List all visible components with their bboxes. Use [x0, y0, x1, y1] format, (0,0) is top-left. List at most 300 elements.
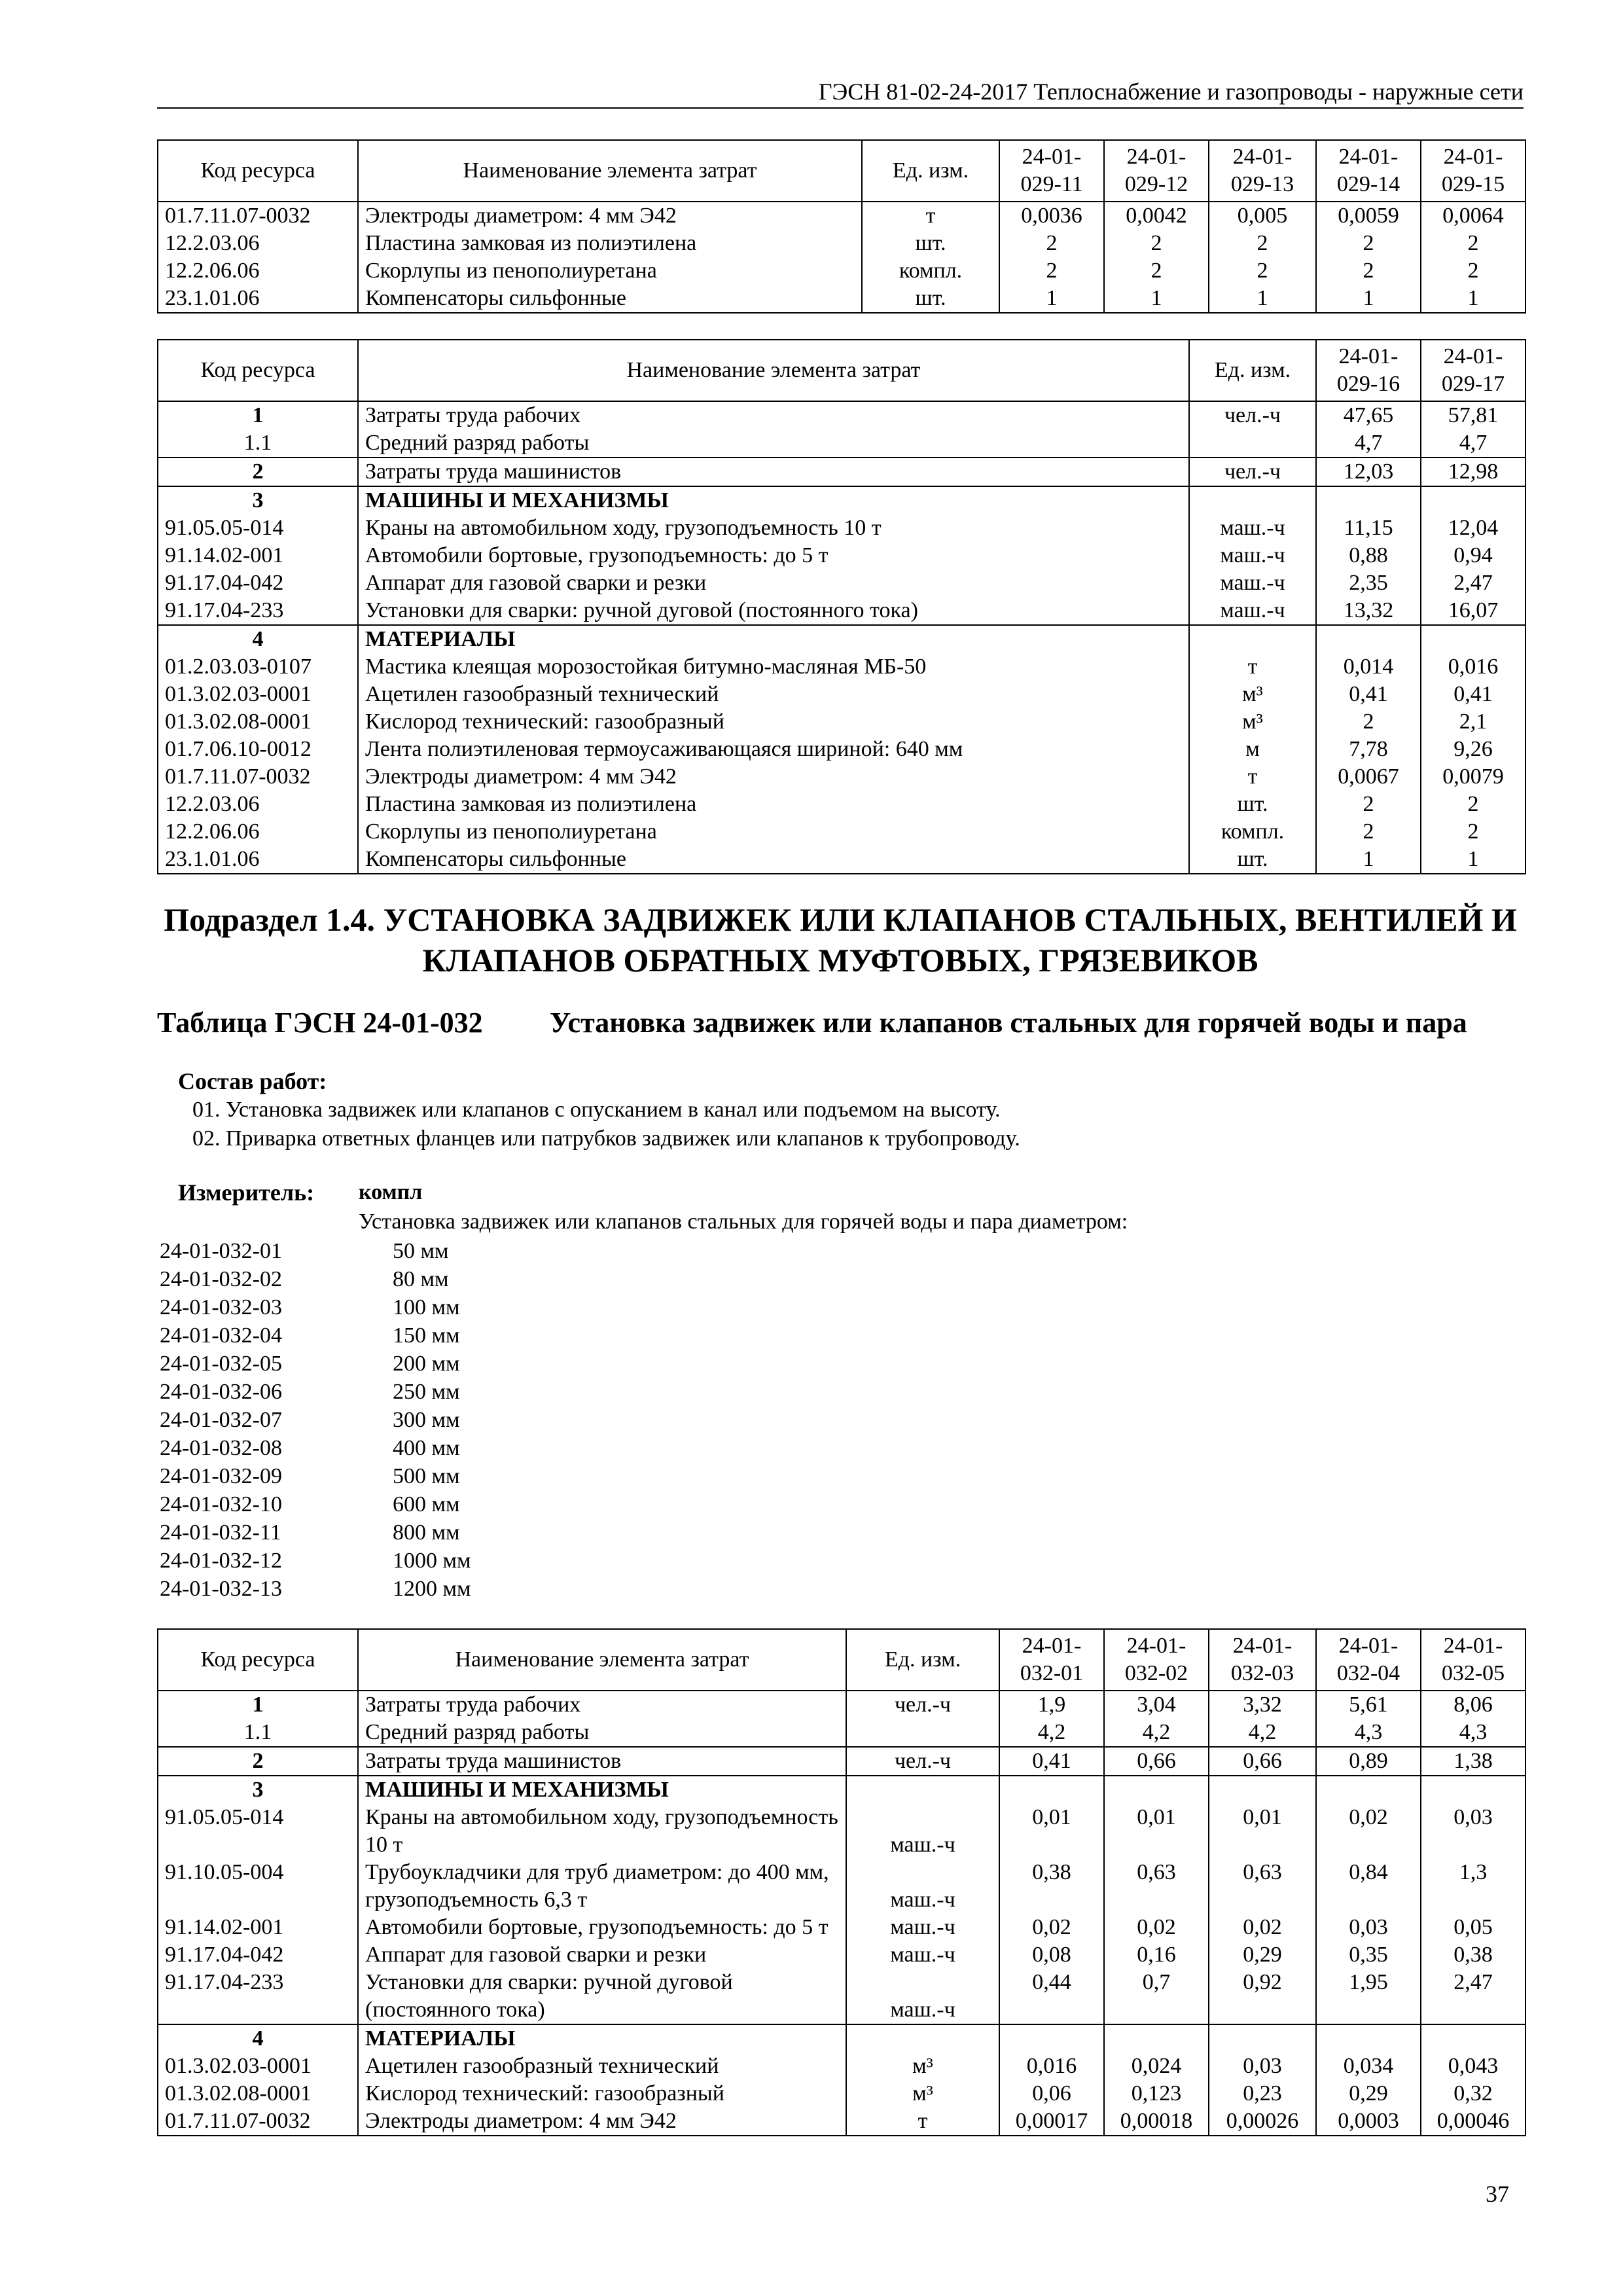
table-row — [158, 401, 1525, 429]
resource-code-cell: 23.1.01.06 — [158, 285, 358, 313]
unit-cell — [846, 1719, 999, 1747]
value-cell: 13,32 — [1316, 597, 1421, 625]
meter-value: компл — [359, 1180, 423, 1204]
table-row — [158, 1719, 1525, 1747]
rate-code: 24-01-032-05 — [160, 1352, 282, 1376]
value-cell: 0,89 — [1316, 1747, 1421, 1776]
value-cell — [1421, 625, 1525, 653]
value-cell: 2,47 — [1421, 569, 1525, 597]
rate-diameter: 800 мм — [393, 1520, 460, 1545]
resource-code-cell: 91.17.04-233 — [158, 597, 358, 625]
table-row — [158, 818, 1525, 846]
value-cell: 1,95 — [1316, 1969, 1421, 2024]
resource-table-032-01-05 — [157, 1628, 1526, 2136]
unit-cell: шт. — [862, 285, 999, 313]
value-cell: 4,7 — [1316, 429, 1421, 457]
table-title — [157, 1005, 1524, 1041]
value-cell: 2 — [1104, 230, 1209, 257]
resource-name-cell: МАТЕРИАЛЫ — [358, 625, 1189, 653]
resource-name-cell: Кислород технический: газообразный — [358, 708, 1189, 736]
unit-cell: м — [1189, 736, 1316, 763]
resource-table-029-16-17 — [157, 339, 1526, 874]
rate-code: 24-01-032-10 — [160, 1492, 282, 1516]
rate-code: 24-01-032-03 — [160, 1295, 282, 1319]
unit-cell: маш.-ч — [1189, 597, 1316, 625]
value-cell: 0,16 — [1104, 1941, 1209, 1969]
value-cell — [1104, 1776, 1209, 1804]
value-cell: 1 — [1316, 846, 1421, 874]
resource-code-cell: 91.17.04-042 — [158, 1941, 358, 1969]
rate-list-item — [160, 1406, 460, 1434]
resource-name-cell: Мастика клеящая морозостойкая битумно-масляная МБ-50 — [358, 653, 1189, 681]
resource-code-cell: 1.1 — [158, 429, 358, 457]
table-row — [158, 708, 1525, 736]
value-cell: 0,29 — [1209, 1941, 1316, 1969]
value-cell: 0,0064 — [1421, 202, 1525, 230]
value-cell: 0,29 — [1316, 2080, 1421, 2108]
value-cell: 0,0067 — [1316, 763, 1421, 791]
col-header-rate: 24-01-029-16 — [1316, 340, 1421, 401]
resource-code-cell: 01.7.11.07-0032 — [158, 763, 358, 791]
rate-diameter: 1200 мм — [393, 1577, 471, 1601]
resource-name-cell: Скорлупы из пенополиуретана — [358, 818, 1189, 846]
resource-code-cell: 01.7.11.07-0032 — [158, 202, 358, 230]
resource-name-cell: Установки для сварки: ручной дуговой (постоянного тока) — [358, 597, 1189, 625]
col-header-name: Наименование элемента затрат — [358, 1629, 846, 1691]
table-row — [158, 1776, 1525, 1804]
value-cell: 0,41 — [1316, 681, 1421, 708]
unit-cell: шт. — [862, 230, 999, 257]
value-cell: 4,2 — [1209, 1719, 1316, 1747]
resource-name-cell: Затраты труда рабочих — [358, 401, 1189, 429]
rate-list-item — [160, 1462, 460, 1490]
subsection-heading — [157, 899, 1524, 980]
value-cell: 0,03 — [1421, 1804, 1525, 1859]
value-cell: 0,0042 — [1104, 202, 1209, 230]
value-cell: 0,034 — [1316, 2053, 1421, 2080]
value-cell — [1421, 486, 1525, 514]
col-header-rate: 24-01-029-12 — [1104, 140, 1209, 202]
value-cell — [1316, 2024, 1421, 2053]
resource-code-cell: 91.17.04-233 — [158, 1969, 358, 2024]
rate-list-item — [160, 1434, 460, 1462]
rate-diameter: 80 мм — [393, 1267, 449, 1291]
value-cell: 0,016 — [999, 2053, 1104, 2080]
resource-code-cell: 01.2.03.03-0107 — [158, 653, 358, 681]
value-cell: 0,63 — [1209, 1859, 1316, 1914]
meter-label: Измеритель: — [178, 1179, 315, 1206]
table-row — [158, 736, 1525, 763]
value-cell: 4,2 — [999, 1719, 1104, 1747]
unit-cell: т — [1189, 763, 1316, 791]
value-cell: 0,41 — [1421, 681, 1525, 708]
value-cell: 0,02 — [999, 1914, 1104, 1941]
rate-diameter: 300 мм — [393, 1408, 460, 1432]
unit-cell: маш.-ч — [1189, 569, 1316, 597]
resource-code-cell: 1 — [158, 401, 358, 429]
value-cell: 3,04 — [1104, 1691, 1209, 1719]
value-cell: 0,41 — [999, 1747, 1104, 1776]
unit-cell: м³ — [1189, 681, 1316, 708]
subsection-line-1: Подраздел 1.4. УСТАНОВКА ЗАДВИЖЕК ИЛИ КЛАПАНОВ СТАЛЬНЫХ, ВЕНТИЛЕЙ И — [164, 901, 1517, 938]
resource-code-cell: 01.7.11.07-0032 — [158, 2108, 358, 2136]
value-cell: 1 — [1316, 285, 1421, 313]
value-cell: 1,3 — [1421, 1859, 1525, 1914]
rate-diameter: 500 мм — [393, 1464, 460, 1488]
resource-name-cell: Пластина замковая из полиэтилена — [358, 791, 1189, 818]
value-cell: 0,024 — [1104, 2053, 1209, 2080]
col-header-rate: 24-01-032-01 — [999, 1629, 1104, 1691]
table-row — [158, 625, 1525, 653]
resource-code-cell: 91.10.05-004 — [158, 1859, 358, 1914]
value-cell: 0,32 — [1421, 2080, 1525, 2108]
value-cell: 0,66 — [1209, 1747, 1316, 1776]
value-cell: 2 — [1104, 257, 1209, 285]
resource-code-cell: 01.3.02.08-0001 — [158, 2080, 358, 2108]
table-row — [158, 429, 1525, 457]
resource-name-cell: Компенсаторы сильфонные — [358, 846, 1189, 874]
resource-name-cell: Электроды диаметром: 4 мм Э42 — [358, 202, 862, 230]
rate-list-item — [160, 1575, 471, 1603]
value-cell: 1 — [999, 285, 1104, 313]
resource-name-cell: Установки для сварки: ручной дуговой (постоянного тока) — [358, 1969, 846, 2024]
table-row — [158, 486, 1525, 514]
value-cell — [1209, 1776, 1316, 1804]
table-row — [158, 1914, 1525, 1941]
value-cell: 5,61 — [1316, 1691, 1421, 1719]
resource-name-cell: Электроды диаметром: 4 мм Э42 — [358, 763, 1189, 791]
rate-code: 24-01-032-09 — [160, 1464, 282, 1488]
table-row — [158, 202, 1525, 230]
resource-name-cell: Лента полиэтиленовая термоусаживающаяся шириной: 640 мм — [358, 736, 1189, 763]
rate-list-item — [160, 1265, 449, 1293]
value-cell: 0,23 — [1209, 2080, 1316, 2108]
rate-diameter: 600 мм — [393, 1492, 460, 1516]
value-cell — [999, 1776, 1104, 1804]
unit-cell: чел.-ч — [1189, 457, 1316, 486]
table-row — [158, 846, 1525, 874]
value-cell — [1421, 1776, 1525, 1804]
rate-diameter: 200 мм — [393, 1352, 460, 1376]
resource-name-cell: Аппарат для газовой сварки и резки — [358, 569, 1189, 597]
rate-code: 24-01-032-06 — [160, 1380, 282, 1404]
value-cell — [1316, 625, 1421, 653]
rate-code: 24-01-032-02 — [160, 1267, 282, 1291]
resource-name-cell: МАШИНЫ И МЕХАНИЗМЫ — [358, 486, 1189, 514]
resource-name-cell: Аппарат для газовой сварки и резки — [358, 1941, 846, 1969]
resource-code-cell: 23.1.01.06 — [158, 846, 358, 874]
col-header-unit: Ед. изм. — [1189, 340, 1316, 401]
value-cell: 2 — [1421, 257, 1525, 285]
resource-code-cell: 91.14.02-001 — [158, 1914, 358, 1941]
value-cell: 0,00017 — [999, 2108, 1104, 2136]
value-cell: 0,7 — [1104, 1969, 1209, 2024]
value-cell: 2 — [1316, 818, 1421, 846]
resource-code-cell: 01.3.02.08-0001 — [158, 708, 358, 736]
value-cell: 2 — [999, 257, 1104, 285]
table-row — [158, 1969, 1525, 2024]
resource-name-cell: МАШИНЫ И МЕХАНИЗМЫ — [358, 1776, 846, 1804]
unit-cell: компл. — [862, 257, 999, 285]
table-row — [158, 1941, 1525, 1969]
rate-diameter: 1000 мм — [393, 1549, 471, 1573]
value-cell: 0,06 — [999, 2080, 1104, 2108]
unit-cell — [1189, 429, 1316, 457]
value-cell: 0,02 — [1104, 1914, 1209, 1941]
rate-diameter: 250 мм — [393, 1380, 460, 1404]
table-row — [158, 2024, 1525, 2053]
table-row — [158, 1747, 1525, 1776]
resource-name-cell: Скорлупы из пенополиуретана — [358, 257, 862, 285]
rate-code: 24-01-032-08 — [160, 1436, 282, 1460]
resource-code-cell: 91.17.04-042 — [158, 569, 358, 597]
unit-cell: маш.-ч — [846, 1804, 999, 1859]
works-title: Состав работ: — [178, 1068, 327, 1094]
unit-cell: маш.-ч — [846, 1969, 999, 2024]
resource-code-cell: 12.2.03.06 — [158, 230, 358, 257]
value-cell: 3,32 — [1209, 1691, 1316, 1719]
col-header-rate: 24-01-029-15 — [1421, 140, 1525, 202]
unit-cell: маш.-ч — [1189, 514, 1316, 542]
value-cell — [1421, 2024, 1525, 2053]
table-row — [158, 653, 1525, 681]
unit-cell: маш.-ч — [846, 1941, 999, 1969]
value-cell: 0,01 — [1104, 1804, 1209, 1859]
rate-diameter: 150 мм — [393, 1323, 460, 1348]
value-cell: 0,02 — [1209, 1914, 1316, 1941]
value-cell: 0,014 — [1316, 653, 1421, 681]
table-row — [158, 569, 1525, 597]
resource-name-cell: МАТЕРИАЛЫ — [358, 2024, 846, 2053]
value-cell: 0,0036 — [999, 202, 1104, 230]
value-cell: 0,38 — [999, 1859, 1104, 1914]
value-cell: 0,0003 — [1316, 2108, 1421, 2136]
rate-diameter: 100 мм — [393, 1295, 460, 1319]
table-row — [158, 2080, 1525, 2108]
resource-name-cell: Ацетилен газообразный технический — [358, 2053, 846, 2080]
rate-list-item — [160, 1490, 460, 1518]
unit-cell: чел.-ч — [846, 1691, 999, 1719]
value-cell: 0,0079 — [1421, 763, 1525, 791]
value-cell: 9,26 — [1421, 736, 1525, 763]
rate-list-item — [160, 1378, 460, 1406]
value-cell: 16,07 — [1421, 597, 1525, 625]
table-header-row — [158, 140, 1525, 202]
value-cell: 57,81 — [1421, 401, 1525, 429]
value-cell: 4,7 — [1421, 429, 1525, 457]
value-cell: 1,9 — [999, 1691, 1104, 1719]
value-cell: 0,05 — [1421, 1914, 1525, 1941]
page-number: 37 — [1486, 2181, 1509, 2207]
resource-code-cell: 01.3.02.03-0001 — [158, 2053, 358, 2080]
resource-code-cell: 91.05.05-014 — [158, 514, 358, 542]
resource-name-cell: Краны на автомобильном ходу, грузоподъемность 10 т — [358, 1804, 846, 1859]
value-cell: 2 — [1316, 708, 1421, 736]
resource-name-cell: Трубоукладчики для труб диаметром: до 400 мм, грузоподъемность 6,3 т — [358, 1859, 846, 1914]
resource-name-cell: Затраты труда рабочих — [358, 1691, 846, 1719]
rate-list-item — [160, 1350, 460, 1378]
resource-code-cell: 91.14.02-001 — [158, 542, 358, 569]
value-cell: 1,38 — [1421, 1747, 1525, 1776]
work-item: 01. Установка задвижек или клапанов с опусканием в канал или подъемом на высоту. — [192, 1098, 1001, 1122]
rate-code: 24-01-032-07 — [160, 1408, 282, 1432]
value-cell: 0,92 — [1209, 1969, 1316, 2024]
table-row — [158, 1691, 1525, 1719]
value-cell: 2,47 — [1421, 1969, 1525, 2024]
resource-code-cell: 2 — [158, 457, 358, 486]
rate-diameter: 50 мм — [393, 1239, 449, 1263]
resource-name-cell: Компенсаторы сильфонные — [358, 285, 862, 313]
col-header-rate: 24-01-029-13 — [1209, 140, 1316, 202]
resource-name-cell: Автомобили бортовые, грузоподъемность: до 5 т — [358, 542, 1189, 569]
table-row — [158, 2053, 1525, 2080]
table-row — [158, 1859, 1525, 1914]
resource-code-cell: 4 — [158, 625, 358, 653]
unit-cell: м³ — [1189, 708, 1316, 736]
rate-code: 24-01-032-11 — [160, 1520, 281, 1545]
table-row — [158, 763, 1525, 791]
resource-code-cell: 12.2.06.06 — [158, 818, 358, 846]
value-cell: 0,02 — [1316, 1804, 1421, 1859]
unit-cell: т — [1189, 653, 1316, 681]
col-header-rate: 24-01-032-03 — [1209, 1629, 1316, 1691]
value-cell: 4,3 — [1316, 1719, 1421, 1747]
unit-cell: чел.-ч — [1189, 401, 1316, 429]
resource-code-cell: 3 — [158, 1776, 358, 1804]
value-cell — [1316, 486, 1421, 514]
value-cell: 4,3 — [1421, 1719, 1525, 1747]
resource-code-cell: 1 — [158, 1691, 358, 1719]
col-header-rate: 24-01-029-11 — [999, 140, 1104, 202]
value-cell: 1 — [1421, 285, 1525, 313]
unit-cell — [846, 2024, 999, 2053]
value-cell: 7,78 — [1316, 736, 1421, 763]
rate-code: 24-01-032-01 — [160, 1239, 282, 1263]
value-cell: 0,01 — [999, 1804, 1104, 1859]
value-cell: 2,35 — [1316, 569, 1421, 597]
value-cell: 4,2 — [1104, 1719, 1209, 1747]
value-cell: 0,005 — [1209, 202, 1316, 230]
value-cell: 2,1 — [1421, 708, 1525, 736]
value-cell: 1 — [1104, 285, 1209, 313]
unit-cell: м³ — [846, 2080, 999, 2108]
table-header-row — [158, 1629, 1525, 1691]
rate-code: 24-01-032-04 — [160, 1323, 282, 1348]
value-cell: 2 — [1421, 230, 1525, 257]
unit-cell: маш.-ч — [846, 1859, 999, 1914]
value-cell: 2 — [999, 230, 1104, 257]
col-header-rate: 24-01-029-17 — [1421, 340, 1525, 401]
table-row — [158, 542, 1525, 569]
unit-cell: т — [846, 2108, 999, 2136]
resource-code-cell: 1.1 — [158, 1719, 358, 1747]
unit-cell: маш.-ч — [846, 1914, 999, 1941]
unit-cell: маш.-ч — [1189, 542, 1316, 569]
resource-name-cell: Пластина замковая из полиэтилена — [358, 230, 862, 257]
table-header-row — [158, 340, 1525, 401]
col-header-unit: Ед. изм. — [862, 140, 999, 202]
value-cell: 0,66 — [1104, 1747, 1209, 1776]
value-cell: 0,043 — [1421, 2053, 1525, 2080]
unit-cell: чел.-ч — [846, 1747, 999, 1776]
table-title-name: Установка задвижек или клапанов стальных для горячей воды и пара — [550, 1007, 1467, 1039]
value-cell: 0,016 — [1421, 653, 1525, 681]
value-cell: 2 — [1316, 230, 1421, 257]
table-row — [158, 457, 1525, 486]
table-row — [158, 791, 1525, 818]
header-rule — [157, 107, 1524, 109]
col-header-code: Код ресурса — [158, 140, 358, 202]
unit-cell: т — [862, 202, 999, 230]
value-cell: 0,03 — [1209, 2053, 1316, 2080]
value-cell: 47,65 — [1316, 401, 1421, 429]
value-cell: 0,84 — [1316, 1859, 1421, 1914]
value-cell: 0,0059 — [1316, 202, 1421, 230]
value-cell: 2 — [1316, 257, 1421, 285]
resource-name-cell: Затраты труда машинистов — [358, 457, 1189, 486]
value-cell — [1316, 1776, 1421, 1804]
resource-name-cell: Ацетилен газообразный технический — [358, 681, 1189, 708]
unit-cell — [1189, 486, 1316, 514]
resource-code-cell: 4 — [158, 2024, 358, 2053]
resource-name-cell: Средний разряд работы — [358, 1719, 846, 1747]
value-cell: 0,88 — [1316, 542, 1421, 569]
rate-list-item — [160, 1547, 471, 1575]
value-cell: 2 — [1421, 818, 1525, 846]
value-cell: 0,00026 — [1209, 2108, 1316, 2136]
value-cell: 1 — [1421, 846, 1525, 874]
value-cell: 12,98 — [1421, 457, 1525, 486]
resource-name-cell: Электроды диаметром: 4 мм Э42 — [358, 2108, 846, 2136]
value-cell: 0,38 — [1421, 1941, 1525, 1969]
value-cell: 12,03 — [1316, 457, 1421, 486]
table-row — [158, 257, 1525, 285]
table-row — [158, 285, 1525, 313]
resource-name-cell: Кислород технический: газообразный — [358, 2080, 846, 2108]
resource-code-cell: 3 — [158, 486, 358, 514]
unit-cell: м³ — [846, 2053, 999, 2080]
col-header-name: Наименование элемента затрат — [358, 140, 862, 202]
rate-list-item — [160, 1518, 460, 1547]
resource-code-cell: 12.2.06.06 — [158, 257, 358, 285]
unit-cell: компл. — [1189, 818, 1316, 846]
value-cell: 2 — [1421, 791, 1525, 818]
value-cell: 0,00018 — [1104, 2108, 1209, 2136]
value-cell: 0,08 — [999, 1941, 1104, 1969]
value-cell: 2 — [1316, 791, 1421, 818]
table-row — [158, 230, 1525, 257]
col-header-rate: 24-01-032-04 — [1316, 1629, 1421, 1691]
resource-code-cell: 2 — [158, 1747, 358, 1776]
value-cell: 8,06 — [1421, 1691, 1525, 1719]
table-row — [158, 681, 1525, 708]
rate-code: 24-01-032-12 — [160, 1549, 282, 1573]
value-cell — [1209, 2024, 1316, 2053]
rate-list-item — [160, 1321, 460, 1350]
resource-code-cell: 12.2.03.06 — [158, 791, 358, 818]
work-item: 02. Приварка ответных фланцев или патрубков задвижек или клапанов к трубопроводу. — [192, 1126, 1020, 1151]
table-row — [158, 514, 1525, 542]
unit-cell: шт. — [1189, 846, 1316, 874]
resource-name-cell: Средний разряд работы — [358, 429, 1189, 457]
unit-cell — [1189, 625, 1316, 653]
col-header-name: Наименование элемента затрат — [358, 340, 1189, 401]
unit-cell: шт. — [1189, 791, 1316, 818]
value-cell: 0,123 — [1104, 2080, 1209, 2108]
unit-cell — [846, 1776, 999, 1804]
value-cell: 0,94 — [1421, 542, 1525, 569]
resource-name-cell: Затраты труда машинистов — [358, 1747, 846, 1776]
